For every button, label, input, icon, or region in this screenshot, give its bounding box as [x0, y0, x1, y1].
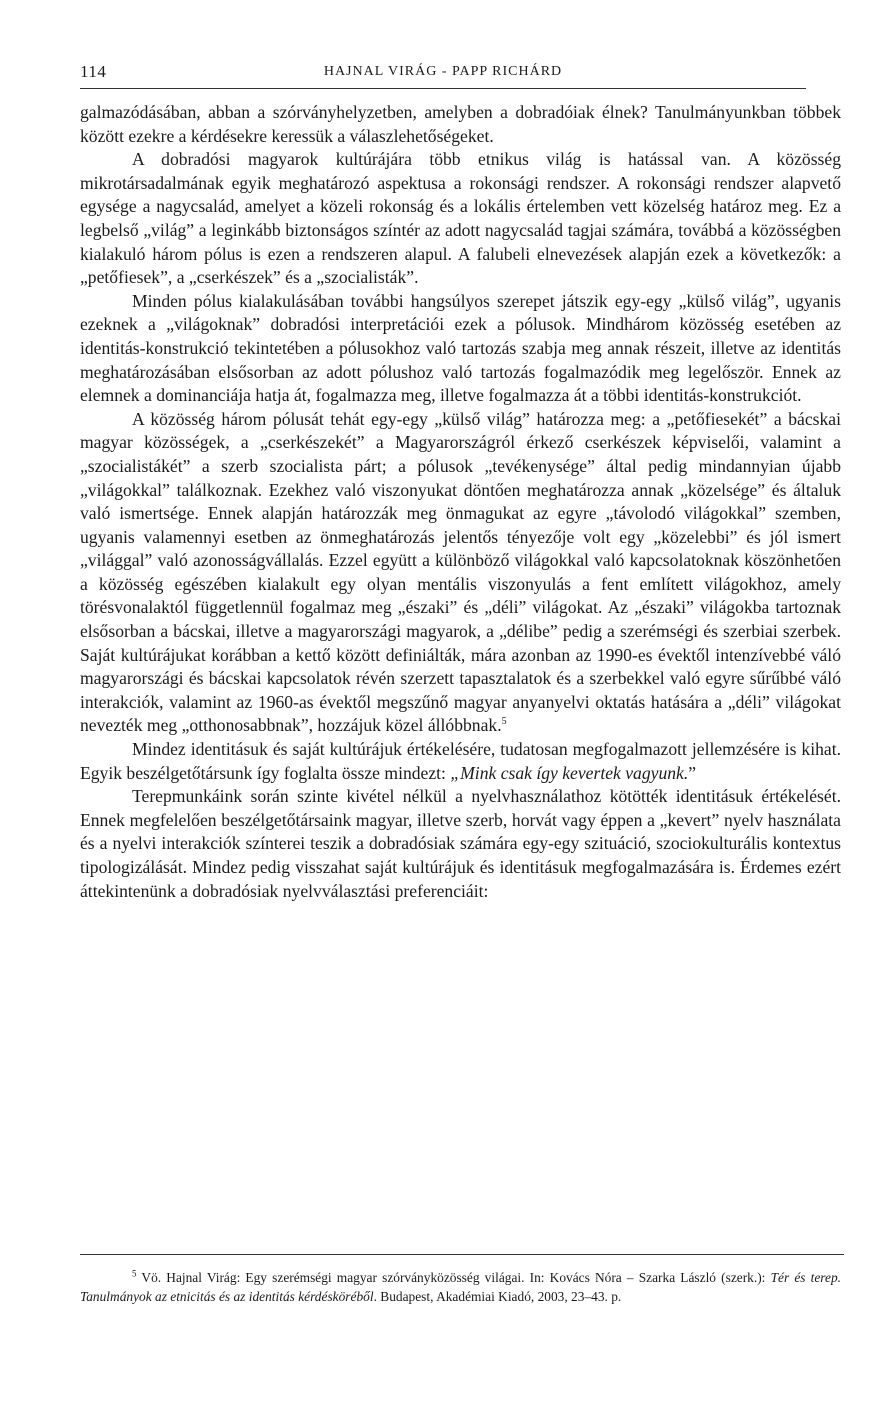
paragraph — [80, 738, 841, 785]
text-run: . Budapest, Akadémiai Kiadó, 2003, 23–43. p. — [373, 1289, 622, 1304]
paragraph — [80, 785, 841, 903]
footnote-marker: 5 — [132, 1268, 137, 1279]
text-run: A dobradósi magyarok kultúrájára több etnikus világ is hatással van. A közösség mikrotársadalmának egyik meghatározó aspektusa a rokonsági rendszer. A rokonsági rendszer alapvető egysége a nagycsalád, amelyet a közeli rokonság és a lokális értelemben vett közelség határoz meg. Ez a legbelső „világ” a leginkább biztonságos színtér az adott nagycsalád tagjai számára, továbbá a közösségben kialakuló három pólus is ezen a rendszeren alapul. A falubeli elnevezések alapján ezek a következők: a „petőfiesek”, a „cserkészek” és a „szocialisták”. — [80, 149, 841, 288]
footnote-marker: 5 — [501, 716, 507, 728]
text-run: ” — [688, 762, 697, 783]
text-run: Mindez identitásuk és saját kultúrájuk értékelésére, tudatosan megfogalmazott jellemzésére is kihat. Egyik beszélgetőtársunk így foglalta össze mindezt: — [80, 739, 841, 783]
italic-text: „Mink csak így kevertek vagyunk. — [450, 762, 689, 783]
page-header — [80, 62, 806, 89]
paragraph — [80, 408, 841, 738]
footnote — [80, 1268, 841, 1306]
text-run: Vö. Hajnal Virág: Egy szerémségi magyar szórványközösség világai. In: Kovács Nóra – Szarka László (szerk.): — [136, 1270, 771, 1285]
body-text — [80, 101, 841, 903]
paragraph — [80, 290, 841, 408]
paragraph — [80, 148, 841, 290]
footnote-rule — [80, 1254, 844, 1255]
page-number: 114 — [80, 62, 107, 81]
paragraph — [80, 101, 841, 148]
text-run: galmazódásában, abban a szórványhelyzetben, amelyben a dobradóiak élnek? Tanulmányunkban többek között ezekre a kérdésekre keressük a válaszlehetőségeket. — [80, 102, 841, 146]
text-run: Minden pólus kialakulásában további hangsúlyos szerepet játszik egy-egy „külső világ”, ugyanis ezeknek a „világoknak” dobradósi interpretációi ezek a pólusok. Mindhárom közösség esetében az identitás-konstrukció tekintetében a pólusokhoz való tartozás szabja meg annak részeit, illetve az identitás meghatározásában elsősorban az adott pólushoz való tartozás fogalmazódik meg legelőször. Ennek az elemnek a dominanciája hatja át, fogalmazza meg, illetve fogalmazza át a többi identitás-konstrukciót. — [80, 290, 841, 406]
text-run: Terepmunkáink során szinte kivétel nélkül a nyelvhasználathoz kötötték identitásuk értékelését. Ennek megfelelően beszélgetőtársaink magyar, illetve szerb, horvát vagy éppen a „kevert” nyelv használata és a nyelvi interakciók színterei teszik a dobradósiak számára egy-egy szituáció, szociokulturális kontextus tipologizálását. Mindez pedig visszahat saját kultúrájuk és identitásuk megfogalmazására is. Érdemes ezért áttekintenünk a dobradósiak nyelvválasztási preferenciáit: — [80, 786, 841, 901]
running-head: HAJNAL VIRÁG - PAPP RICHÁRD — [323, 64, 563, 79]
italic-text: Tér és terep. Tanulmányok az etnicitás és az identitás kérdésköréből — [80, 1270, 841, 1304]
text-run: A közösség három pólusát tehát egy-egy „külső világ” határozza meg: a „petőfiesekét” a bácskai magyar közösségek, a „cserkészekét” a Magyarországról érkező cserkészek képviselői, valamint a „szocialistákét” a szerb szocialista párt; a pólusok „tevékenysége” által pedig mindannyian újabb „világokkal” találkoznak. Ezekhez való viszonyukat döntően meghatározza annak „közelsége” és általuk való ismertsége. Ennek alapján határozzák meg önmagukat az egyre „távolodó világokkal” szemben, ugyanis valamennyi esetben az önmeghatározás jelentős tényezője volt egy „közelebbi” és jól ismert „világgal” való azonosságvállalás. Ezzel együtt a különböző világokkal való kapcsolatoknak köszönhetően a közösség egészében kialakult egy olyan mentális viszonyulás a fent említett világokhoz, amely törésvonalaktól függetlennül fogalmaz meg „északi” és „déli” világokat. Az „északi” világokba tartoznak elsősorban a bácskai, illetve a magyarországi magyarok, a „délibe” pedig a szerémségi és szerbiai szerbek. Saját kultúrájukat korábban a kettő között definiálták, mára azonban az 1990-es évektől intenzívebbé váló magyarországi és bácskai kapcsolatok révén szerzett tapasztalatok és a szerbekkel való egyre sűrűbbé váló interakciók, valamint az 1960-as évektől megszűnő magyar anyanyelvi oktatás hatására a „déli” világokat nevezték meg „otthonosabbnak”, hozzájuk közel állóbbnak. — [80, 408, 841, 736]
